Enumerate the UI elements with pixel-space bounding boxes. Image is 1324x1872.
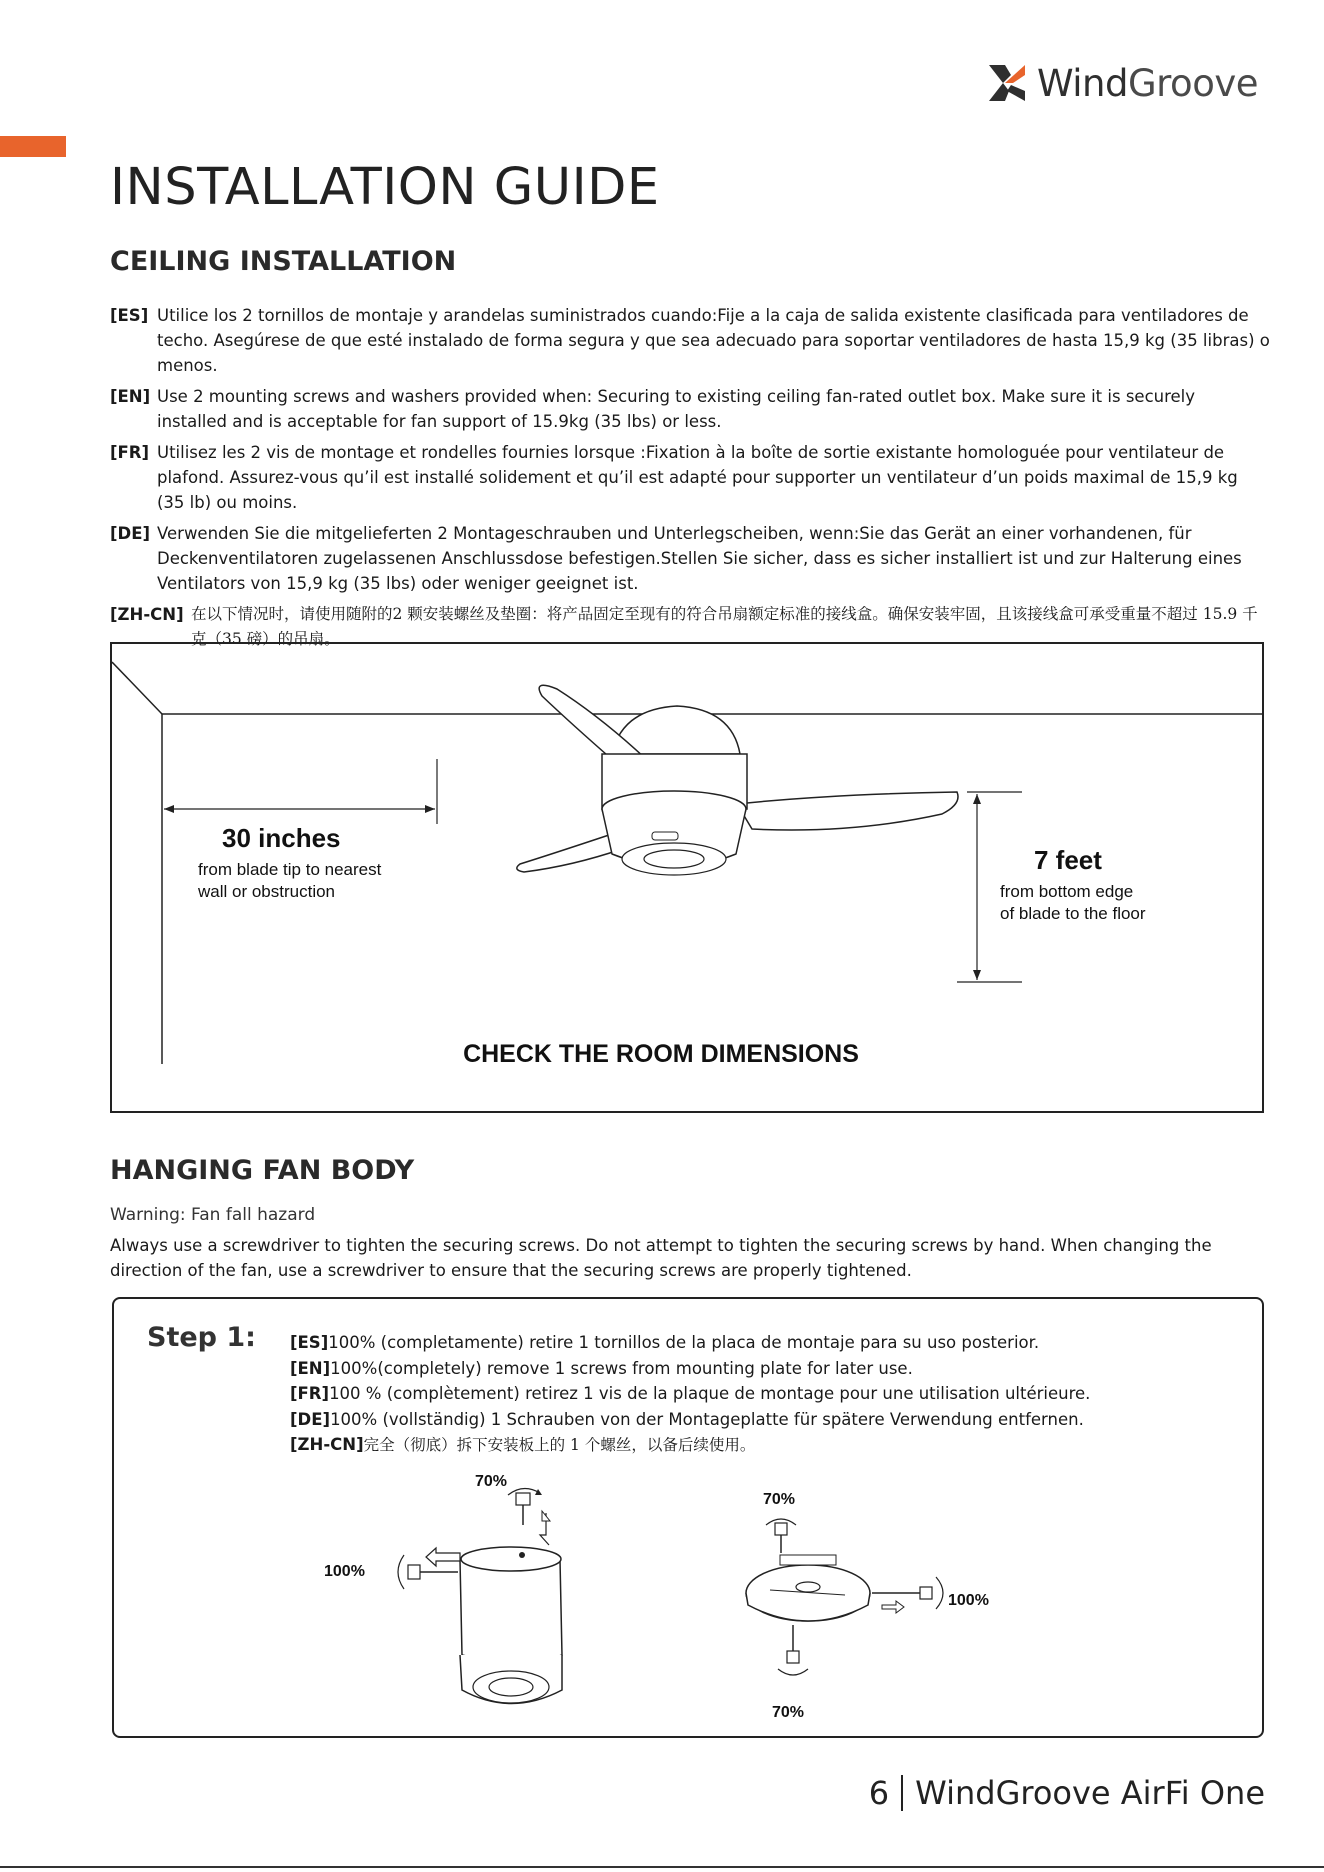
page-footer xyxy=(869,1774,1265,1812)
instruction-fr xyxy=(110,440,1270,515)
instruction-es xyxy=(110,303,1270,378)
step1-label-b-bottom: 70% xyxy=(772,1704,805,1721)
brand-name-light: Groove xyxy=(1127,61,1258,105)
step-line-de xyxy=(290,1407,1090,1433)
instruction-text: Verwenden Sie die mitgelieferten 2 Montageschrauben und Unterlegscheiben, wenn:Sie das Gerät an einer vorhandenen, für Deckenventilatoren zugelassenen Anschlussdose befestigen.Stellen Sie sicher, dass es sicher installiert ist und zur Halterung eines Ventilators von 15,9 kg (35 lbs) oder weniger geeignet ist. xyxy=(157,524,1242,593)
page-title: INSTALLATION GUIDE xyxy=(110,158,660,217)
lang-tag: [ES] xyxy=(290,1333,329,1352)
lang-tag: [ZH-CN] xyxy=(290,1435,364,1454)
step-1-instructions xyxy=(290,1330,1090,1459)
lang-tag: [FR] xyxy=(290,1384,330,1403)
step1-label-a-top: 70% xyxy=(475,1473,508,1490)
page-number: 6 xyxy=(868,1774,890,1812)
lang-tag: [FR] xyxy=(110,443,150,462)
instruction-text: Use 2 mounting screws and washers provided when: Securing to existing ceiling fan-rated outlet box. Make sure it is securely installed and is acceptable for fan support of 15.9kg (35 lbs) or less. xyxy=(157,387,1196,431)
instruction-en xyxy=(110,384,1270,434)
clearance-wall-value: 30 inches xyxy=(222,823,341,853)
lang-tag: [EN] xyxy=(110,387,151,406)
lang-tag: [ZH-CN] xyxy=(110,605,184,624)
clearance-wall-desc-2: wall or obstruction xyxy=(198,882,336,901)
clearance-floor-desc-2: of blade to the floor xyxy=(1000,904,1146,923)
step-text: 100% (completamente) retire 1 tornillos de la placa de montaje para su uso posterior. xyxy=(328,1333,1040,1352)
lang-tag: [ES] xyxy=(110,306,149,325)
step1-label-b-side: 100% xyxy=(948,1592,989,1609)
step-line-en xyxy=(290,1356,1090,1382)
brand-name-dark: Wind xyxy=(1036,61,1128,105)
fan-body-illustration xyxy=(398,1488,562,1703)
step-1-title: Step 1: xyxy=(147,1322,256,1353)
mounting-plate-illustration xyxy=(746,1519,943,1675)
step-1-illustration xyxy=(300,1455,1060,1725)
instruction-text: Utilisez les 2 vis de montage et rondelles fournies lorsque :Fixation à la boîte de sortie existante homologuée pour ventilateur de plafond. Assurez-vous qu’il est installé solidement et qu’il est adapté pour supporter un ventilateur d’un poids maximal de 15,9 kg (35 lb) ou moins. xyxy=(157,443,1238,512)
step-text: 完全（彻底）拆下安装板上的 1 个螺丝，以备后续使用。 xyxy=(363,1436,756,1454)
step-line-fr xyxy=(290,1381,1090,1407)
windgroove-logo-icon xyxy=(985,61,1029,105)
footer-product-name: WindGroove AirFi One xyxy=(915,1774,1265,1812)
step-text: 100 % (complètement) retirez 1 vis de la plaque de montage pour une utilisation ultérieure. xyxy=(329,1384,1091,1403)
hanging-fan-body-heading: HANGING FAN BODY xyxy=(110,1155,415,1186)
step1-label-b-top: 70% xyxy=(763,1491,796,1508)
clearance-floor-desc-1: from bottom edge xyxy=(1000,882,1134,901)
brand-logo xyxy=(985,58,1258,108)
room-dimensions-diagram xyxy=(110,642,1264,1113)
step-line-es xyxy=(290,1330,1090,1356)
fan-clearance-illustration xyxy=(112,644,1262,1111)
lang-tag: [DE] xyxy=(290,1409,331,1429)
step-text: 100%(completely) remove 1 screws from mounting plate for later use. xyxy=(330,1358,913,1378)
footer-divider xyxy=(901,1775,903,1811)
accent-bar xyxy=(0,136,66,157)
warning-text: Always use a screwdriver to tighten the securing screws. Do not attempt to tighten the securing screws by hand. When changing the direction of the fan, use a screwdriver to ensure that the securing screws are properly tightened. xyxy=(110,1236,1212,1280)
clearance-wall-desc-1: from blade tip to nearest xyxy=(198,860,382,879)
lang-tag: [EN] xyxy=(290,1358,331,1378)
instruction-text: 在以下情况时，请使用随附的2 颗安装螺丝及垫圈：将产品固定至现有的符合吊扇额定标准的接线盒。确保安装牢固，且该接线盒可承受重量不超过 15.9 千克（35 磅）的吊扇。 xyxy=(191,605,1258,648)
ceiling-installation-heading: CEILING INSTALLATION xyxy=(110,246,457,277)
instruction-text: Utilice los 2 tornillos de montaje y arandelas suministrados cuando:Fije a la caja de salida existente clasificada para ventiladores de techo. Asegúrese de que esté instalado de forma segura y que sea adecuado para soportar ventiladores de hasta 15,9 kg (35 libras) o menos. xyxy=(157,306,1270,375)
ceiling-instructions xyxy=(110,303,1270,658)
clearance-floor-value: 7 feet xyxy=(1034,845,1102,875)
step-text: 100% (vollständig) 1 Schrauben von der Montageplatte für spätere Verwendung entfernen. xyxy=(330,1409,1084,1429)
diagram-caption: CHECK THE ROOM DIMENSIONS xyxy=(463,1040,859,1068)
step1-label-a-side: 100% xyxy=(324,1563,365,1580)
bottom-rule xyxy=(0,1866,1324,1868)
lang-tag: [DE] xyxy=(110,524,151,543)
warning-label: Warning: Fan fall hazard xyxy=(110,1205,316,1225)
instruction-de xyxy=(110,521,1270,596)
